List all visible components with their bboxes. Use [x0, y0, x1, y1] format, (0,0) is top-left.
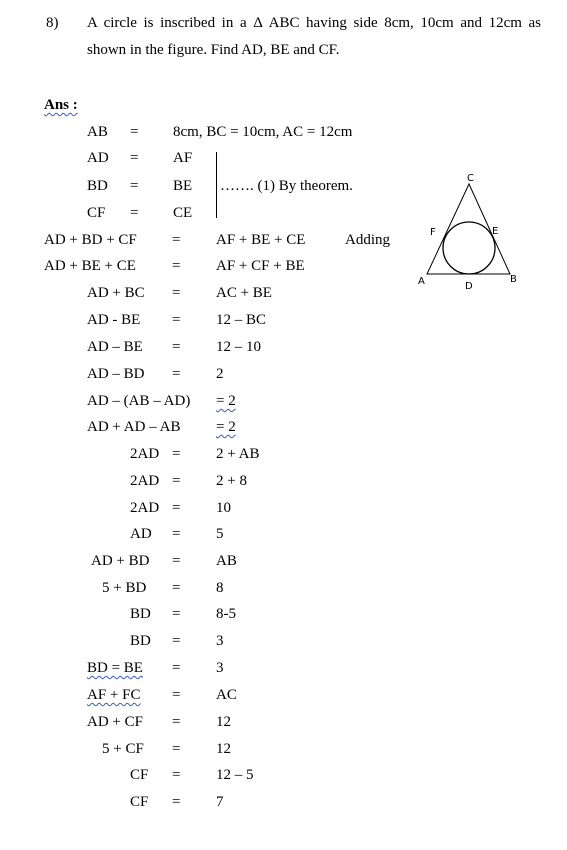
step-eq: =	[172, 553, 181, 569]
step-rhs: 12	[216, 714, 231, 730]
step-eq: =	[172, 767, 181, 783]
step-rhs: 2	[216, 366, 224, 382]
step-lhs: AD	[130, 526, 152, 542]
step-eq: =	[172, 687, 181, 703]
step-rhs: 8-5	[216, 606, 236, 622]
step-eq: =	[172, 366, 181, 382]
step-rhs: = 2	[216, 419, 236, 435]
step-eq: =	[172, 446, 181, 462]
theorem-note: ……. (1) By theorem.	[220, 178, 353, 194]
step-rhs: 12 – 10	[216, 339, 261, 355]
vertex-label-b: B	[510, 274, 517, 285]
sides-eq: =	[130, 124, 139, 140]
step-eq: =	[172, 285, 181, 301]
point-label-f: F	[430, 227, 436, 238]
step-eq: =	[172, 500, 181, 516]
step-rhs: AF + CF + BE	[216, 258, 305, 274]
step-eq: =	[172, 794, 181, 810]
tangent-lhs: CF	[87, 205, 106, 221]
point-label-e: E	[492, 226, 499, 237]
step-eq: =	[172, 258, 181, 274]
step-eq: =	[172, 606, 181, 622]
step-rhs: 3	[216, 660, 224, 676]
step-rhs: AC	[216, 687, 237, 703]
step-rhs: 10	[216, 500, 231, 516]
tangent-lhs: BD	[87, 178, 108, 194]
step-eq: =	[172, 660, 181, 676]
step-lhs: AF + FC	[87, 687, 141, 703]
vertex-label-a: A	[418, 276, 425, 287]
step-eq: =	[172, 633, 181, 649]
step-rhs: 3	[216, 633, 224, 649]
step-lhs: BD	[130, 633, 151, 649]
step-rhs: 12	[216, 741, 231, 757]
tangent-rhs: CE	[173, 205, 193, 221]
step-lhs: 2AD	[130, 500, 160, 516]
sides-lhs: AB	[87, 124, 108, 140]
step-lhs: AD – BE	[87, 339, 143, 355]
step-lhs: 5 + BD	[102, 580, 147, 596]
step-rhs: = 2	[216, 393, 236, 409]
step-eq: =	[172, 741, 181, 757]
inscribed-circle	[443, 222, 495, 274]
step-lhs: AD – BD	[87, 366, 145, 382]
step-lhs: AD + CF	[87, 714, 143, 730]
step-lhs: AD – (AB – AD)	[87, 393, 191, 409]
step-lhs: BD	[130, 606, 151, 622]
question-text-line-1: A circle is inscribed in a Δ ABC having side 8cm, 10cm and 12cm as	[87, 15, 541, 31]
step-rhs: 5	[216, 526, 224, 542]
triangle-incircle-figure	[412, 168, 524, 290]
step-lhs: CF	[130, 767, 149, 783]
step-eq: =	[172, 580, 181, 596]
step-lhs: AD + BE + CE	[44, 258, 136, 274]
step-eq: =	[172, 473, 181, 489]
step-lhs: AD + BC	[87, 285, 145, 301]
question-text-line-2: shown in the figure. Find AD, BE and CF.	[87, 42, 340, 58]
tangent-eq: =	[130, 150, 139, 166]
step-rhs: 2 + AB	[216, 446, 260, 462]
adding-label: Adding	[345, 232, 390, 248]
step-lhs: CF	[130, 794, 149, 810]
step-lhs: BD = BE	[87, 660, 143, 676]
tangent-lhs: AD	[87, 150, 109, 166]
grouping-bar	[216, 152, 217, 218]
step-rhs: 12 – 5	[216, 767, 254, 783]
step-lhs: AD + BD	[91, 553, 150, 569]
vertex-label-c: C	[467, 173, 474, 184]
tangent-rhs: AF	[173, 150, 193, 166]
step-rhs: AC + BE	[216, 285, 272, 301]
step-rhs: 8	[216, 580, 224, 596]
step-rhs: 12 – BC	[216, 312, 267, 328]
step-eq: =	[172, 714, 181, 730]
step-lhs: AD + AD – AB	[87, 419, 181, 435]
step-rhs: 2 + 8	[216, 473, 247, 489]
step-lhs: AD + BD + CF	[44, 232, 137, 248]
step-eq: =	[172, 312, 181, 328]
step-lhs: AD - BE	[87, 312, 141, 328]
step-lhs: 5 + CF	[102, 741, 144, 757]
sides-rhs: 8cm, BC = 10cm, AC = 12cm	[173, 124, 353, 140]
step-eq: =	[172, 526, 181, 542]
step-lhs: 2AD	[130, 446, 160, 462]
step-rhs: AF + BE + CE	[216, 232, 306, 248]
question-number: 8)	[46, 15, 59, 31]
step-rhs: AB	[216, 553, 237, 569]
step-rhs: 7	[216, 794, 224, 810]
step-eq: =	[172, 339, 181, 355]
tangent-eq: =	[130, 178, 139, 194]
step-lhs: 2AD	[130, 473, 160, 489]
tangent-rhs: BE	[173, 178, 193, 194]
step-eq: =	[172, 232, 181, 248]
tangent-eq: =	[130, 205, 139, 221]
answer-label: Ans :	[44, 97, 78, 113]
point-label-d: D	[465, 281, 473, 290]
